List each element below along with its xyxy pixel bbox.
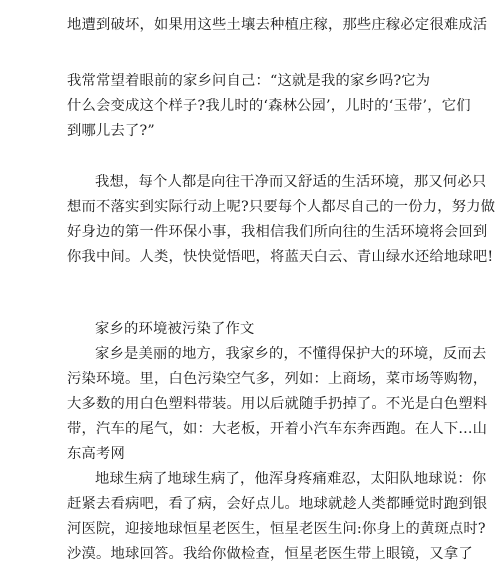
text-line: 想而不落实到实际行动上呢?只要每个人都尽自己的一份力，努力做 [67, 199, 496, 215]
text-line: 带，汽车的尾气，如：大老板，开着小汽车东奔西跑。在人下...山 [67, 421, 488, 437]
text-line: 大多数的用白色塑料带装。用以后就随手扔掉了。不光是白色塑料 [67, 396, 488, 412]
text-line: 沙漠。地球回答。我给你做检查，恒星老医生带上眼镜，又拿了 [67, 546, 473, 562]
text-line: 地遭到破坏，如果用这些土壤去种植庄稼，那些庄稼必定很难成活 [67, 17, 488, 33]
text-line: 东高考网 [67, 446, 125, 462]
paragraph-first-line: 我想，每个人都是向往干净而又舒适的生活环境，那又何必只 [95, 174, 487, 190]
paragraph-first-line: 地球生病了地球生病了，他浑身疼痛难忍，太阳队地球说：你 [95, 471, 487, 487]
text-line: 污染环境。里，白色污染空气多，列如：上商场，菜市场等购物， [67, 371, 488, 387]
text-line: 我常常望着眼前的家乡问自己：“这就是我的家乡吗?它为 [67, 73, 431, 89]
text-line: 什么会变成这个样子?我儿时的‘森林公园’，儿时的‘玉带’，它们 [67, 98, 471, 114]
text-line: 赶紧去看病吧，看了病，会好点儿。地球就趁人类都睡觉时跑到银 [67, 496, 488, 512]
text-line: 河医院，迎接地球恒星老医生，恒星老医生问:你身上的黄斑点时? [67, 521, 486, 537]
text-line: 好身边的第一件环保小事，我相信我们所向往的生活环境将会回到 [67, 224, 488, 240]
article-heading: 家乡的环境被污染了作文 [95, 321, 255, 337]
text-line: 你我中间。人类，快快觉悟吧，将蓝天白云、青山绿水还给地球吧! [67, 249, 494, 265]
text-line: 到哪儿去了?” [67, 123, 155, 139]
paragraph-first-line: 家乡是美丽的地方，我家乡的，不懂得保护大的环境，反而去 [95, 346, 487, 362]
